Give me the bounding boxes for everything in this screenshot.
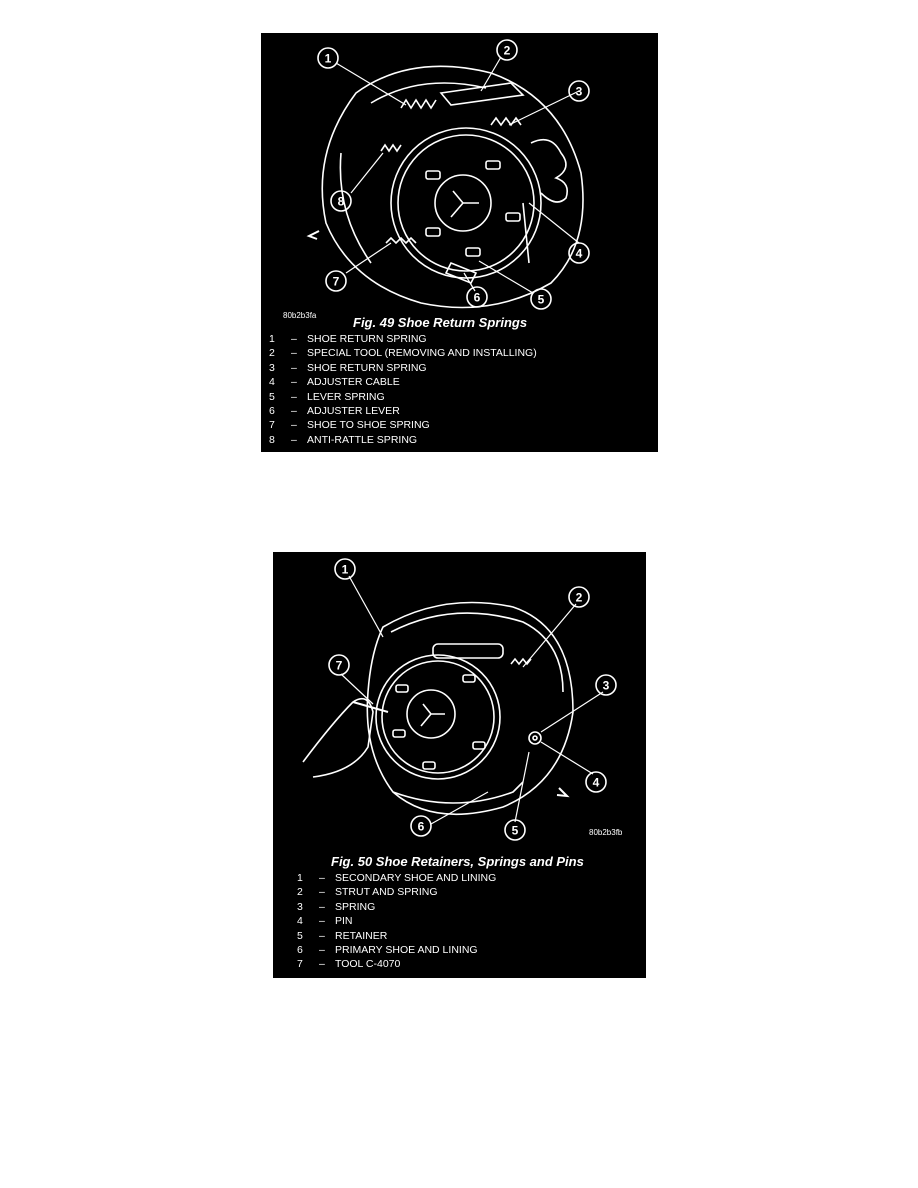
legend-item: 2 – SPECIAL TOOL (REMOVING AND INSTALLING) [269, 347, 537, 360]
forward-arrow-icon [309, 231, 319, 239]
wheel-stud [396, 685, 408, 692]
svg-text:5: 5 [537, 292, 545, 307]
legend-item: 7 – SHOE TO SHOE SPRING [269, 419, 430, 432]
svg-text:4: 4 [575, 246, 583, 261]
wheel-stud [423, 762, 435, 769]
secondary-shoe [391, 613, 563, 692]
svg-text:7: 7 [332, 274, 340, 289]
svg-text:8: 8 [337, 194, 345, 209]
retainer [533, 736, 537, 740]
anti-rattle-spring [381, 145, 401, 151]
legend-item: 4 – ADJUSTER CABLE [269, 376, 400, 389]
svg-text:1: 1 [324, 51, 332, 66]
callout-2 [497, 40, 517, 60]
legend-item: 2 – STRUT AND SPRING [297, 886, 438, 899]
wheel-stud [426, 228, 440, 236]
svg-text:5: 5 [511, 823, 519, 838]
wheel-studs [393, 675, 485, 769]
figure-50-panel [273, 552, 646, 978]
brake-assembly-illustration [273, 552, 646, 847]
wheel-stud [473, 742, 485, 749]
svg-text:6: 6 [473, 290, 481, 305]
callout-1 [318, 48, 338, 68]
hub-flange [376, 655, 500, 779]
callout-7 [329, 655, 349, 675]
callout-6 [467, 287, 487, 307]
figure-caption: Fig. 49 Shoe Return Springs [353, 315, 528, 330]
svg-text:6: 6 [417, 819, 425, 834]
svg-text:7: 7 [335, 658, 343, 673]
figure-legend [269, 332, 537, 447]
callout-3 [596, 675, 616, 695]
figure-49-panel [261, 33, 658, 452]
legend-item: 6 – ADJUSTER LEVER [269, 405, 400, 418]
hand [531, 140, 567, 202]
figure-caption: Fig. 50 Shoe Retainers, Springs and Pins [331, 854, 584, 869]
wheel-stud [466, 248, 480, 256]
photo-code: 80b2b3fb [589, 828, 623, 837]
wheel-studs [426, 161, 520, 256]
callout-3 [569, 81, 589, 101]
return-spring-1 [401, 100, 436, 108]
callout-5 [531, 289, 551, 309]
svg-text:3: 3 [602, 678, 610, 693]
svg-text:3: 3 [575, 84, 583, 99]
backing-plate [322, 66, 583, 307]
callout-5 [505, 820, 525, 840]
hub-keyway [451, 191, 479, 217]
legend-item: 4 – PIN [297, 915, 353, 928]
legend-item: 1 – SHOE RETURN SPRING [269, 333, 427, 345]
callout-4 [586, 772, 606, 792]
brake-assembly-illustration [261, 33, 658, 323]
legend-item: 6 – PRIMARY SHOE AND LINING [297, 944, 478, 957]
legend-item: 3 – SHOE RETURN SPRING [269, 361, 427, 374]
legend-item: 7 – TOOL C-4070 [297, 958, 401, 971]
legend-item: 8 – ANTI-RATTLE SPRING [269, 433, 418, 446]
hand [303, 699, 373, 777]
brake-shoe-upper [371, 83, 486, 103]
primary-shoe [393, 782, 523, 803]
photo-code: 80b2b3fa [283, 311, 317, 320]
callout-8 [331, 191, 351, 211]
svg-text:1: 1 [341, 562, 349, 577]
legend-item: 5 – RETAINER [297, 929, 388, 942]
svg-text:4: 4 [592, 775, 600, 790]
callout-markers [318, 40, 589, 309]
backing-plate [367, 603, 573, 815]
forward-arrow-icon [557, 788, 567, 796]
callout-7 [326, 271, 346, 291]
legend-item: 1 – SECONDARY SHOE AND LINING [297, 872, 497, 884]
legend-item: 5 – LEVER SPRING [269, 390, 385, 403]
legend-item: 3 – SPRING [297, 900, 376, 913]
callout-6 [411, 816, 431, 836]
callout-2 [569, 587, 589, 607]
svg-text:2: 2 [575, 590, 583, 605]
wheel-stud [393, 730, 405, 737]
adjuster-lever [446, 263, 476, 283]
svg-text:2: 2 [503, 43, 511, 58]
adjuster-cable [523, 203, 529, 263]
brake-shoe-left [337, 153, 371, 263]
wheel-stud [426, 171, 440, 179]
wheel-stud [486, 161, 500, 169]
hub-keyway [421, 704, 445, 726]
figure-legend [297, 871, 496, 972]
callout-1 [335, 559, 355, 579]
hub-inner-ring [382, 661, 494, 773]
wheel-stud [506, 213, 520, 221]
pin [529, 732, 541, 744]
wheel-stud [463, 675, 475, 682]
